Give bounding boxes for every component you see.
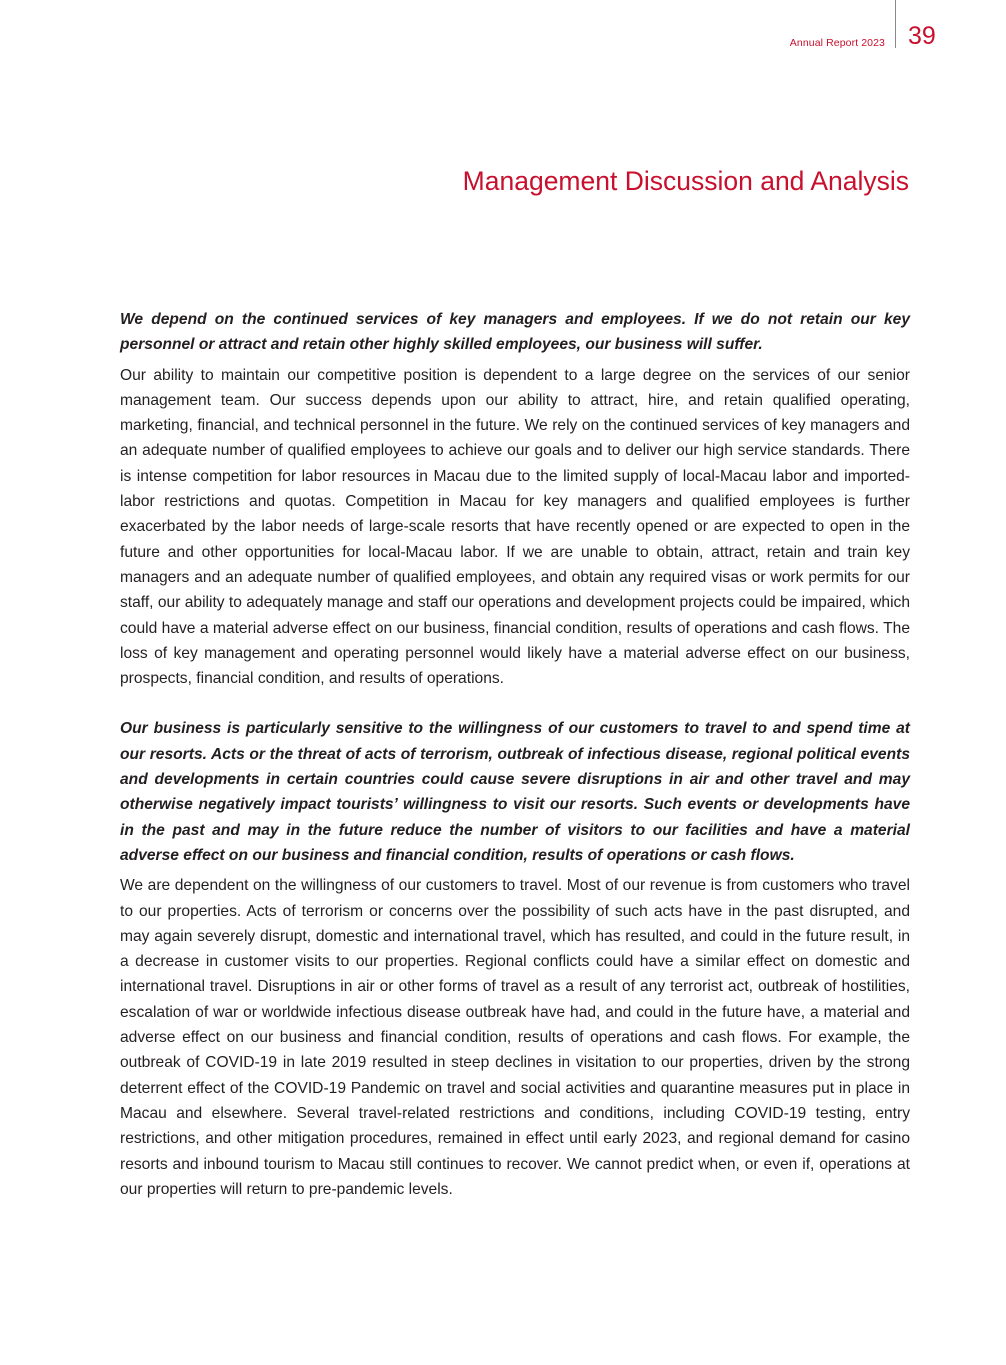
risk-factor-travel-sensitivity: [120, 716, 910, 1202]
risk-heading: We depend on the continued services of key managers and employees. If we do not retain our key personnel or attract and retain other highly skilled employees, our business will suffer.: [120, 311, 910, 354]
risk-heading: Our business is particularly sensitive to the willingness of our customers to travel to and spend time at our resorts. Acts or the threat of acts of terrorism, outbreak of infectious disease, regional political events and developments in certain countries could cause severe disruptions in air and other travel and may otherwise negatively impact tourists’ willingness to visit our resorts. Such events or developments have in the past and may in the future reduce the number of visitors to our facilities and have a material adverse effect on our business and financial condition, results of operations or cash flows.: [120, 720, 910, 864]
risk-body: Our ability to maintain our competitive position is dependent to a large degree on the services of our senior management team. Our success depends upon our ability to attract, hire, and retain qualified operating, marketing, financial, and technical personnel in the future. We rely on the continued services of key managers and an adequate number of qualified employees to achieve our goals and to deliver our high service standards. There is intense competition for labor resources in Macau due to the limited supply of local-Macau labor and imported-labor restrictions and quotas. Competition in Macau for key managers and qualified employees is further exacerbated by the labor needs of large-scale resorts that have recently opened or are expected to open in the future and other opportunities for local-Macau labor. If we are unable to obtain, attract, retain and train key managers and an adequate number of qualified employees, and obtain any required visas or work permits for our staff, our ability to adequately manage and staff our operations and development projects could be impaired, which could have a material adverse effect on our business, financial condition, results of operations and cash flows. The loss of key management and operating personnel would likely have a material adverse effect on our business, prospects, financial condition, and results of operations.: [120, 366, 910, 688]
section-title: Management Discussion and Analysis: [462, 166, 909, 196]
risk-body: We are dependent on the willingness of our customers to travel. Most of our revenue is from customers who travel to our properties. Acts of terrorism or concerns over the possibility of such acts have in the past disrupted, and may again severely disrupt, domestic and international travel, which has resulted, and could in the future result, in a decrease in customer visits to our properties. Regional conflicts could have a similar effect on domestic and international travel. Disruptions in air or other forms of travel as a result of any terrorist act, outbreak of hostilities, escalation of war or worldwide infectious disease outbreak have had, and could in the future have, a material and adverse effect on our business and financial condition, results of operations and cash flows. For example, the outbreak of COVID-19 in late 2019 resulted in steep declines in visitation to our properties, driven by the strong deterrent effect of the COVID-19 Pandemic on travel and social activities and quarantine measures put in place in Macau and elsewhere. Several travel-related restrictions and conditions, including COVID-19 testing, entry restrictions, and other mitigation procedures, remained in effect until early 2023, and regional demand for casino resorts and inbound tourism to Macau still continues to recover. We cannot predict when, or even if, operations at our properties will return to pre-pandemic levels.: [120, 877, 910, 1198]
header-divider: [895, 0, 896, 48]
page-number: 39: [908, 22, 936, 50]
report-label: Annual Report 2023: [789, 37, 885, 49]
main-content: [120, 307, 910, 1202]
section-spacer: [120, 691, 910, 716]
page-header: [0, 0, 1006, 60]
risk-factor-key-personnel: [120, 307, 910, 691]
